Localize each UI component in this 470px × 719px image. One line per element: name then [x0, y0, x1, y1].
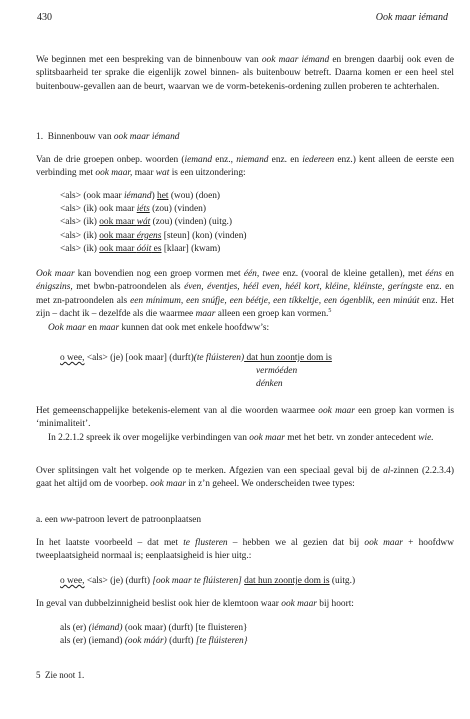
section-1-heading: 1. Binnenbouw van ook maar iémand — [36, 132, 180, 142]
paragraph-reference: In 2.2.1.2 spreek ik over mogelijke verbindingen van ook maar met het betr. vn zonder antecedent wie. — [48, 432, 434, 443]
example-line: <als> (ik) ook maar érgens [steun] (kon) (vinden) — [60, 230, 247, 241]
example-3: o wee, <als> (je) (durft) [ook maar te flúisteren] dat hun zoontje dom is (uitg.) — [60, 576, 356, 586]
paragraph-intro: We beginnen met een bespreking van de binnenbouw van ook maar iémand en brengen daarbij ook even de splitsbaarheid ter sprake die eigenlijk zowel binnen- als buitenbouw betreft. Daarna komen er een heel stel buitenbouw-gevallen aan de beurt, waarvan we de vorm-betekenis-ordening zullen proberen te achterhalen. — [36, 55, 455, 92]
example-2: o wee, <als> (je) [ook maar] (durft)(te flúisteren) dat hun zoontje dom is vermóéden dénken — [36, 352, 470, 392]
example-line: <als> (ik) ook maar óóit es [klaar] (kwam) — [60, 243, 221, 254]
footnote-ref: 5 — [328, 308, 332, 315]
example-list-4 — [36, 622, 470, 648]
paragraph-ambiguity: In geval van dubbelzinnigheid beslist ook hier de klemtoon waar ook maar bij hoort: — [36, 599, 354, 609]
example-line: <als> (ook maar iémand) het (wou) (doen) — [60, 191, 221, 201]
section-number: 1. — [36, 132, 44, 142]
paragraph-numbers: Ook maar kan bovendien nog een groep vormen met één, twee enz. (vooral de kleine getallen), met ééns en énigszins, met bwbn-patroondelen als éven, éventjes, héél even, héél kort, kléine, kléinste, geríngste enz. en met zn-patroondelen als een mínimum, een snúfje, een béétje, een tíkkeltje, een ógenblik, een minúút enz. Het zijn – dacht ik – dezelfde als die waarmee maar alleen een groep kan vormen.$^5$ Ook maar en maar kunnen dat ook met enkele hoofdww’s: — [36, 268, 454, 335]
footnote-text: Zie noot 1. — [45, 670, 85, 680]
example-line: <als> (ik) ook maar iéts (zou) (vinden) — [60, 204, 206, 215]
example-line: als (er) (iemand) (ook máár) (durft) [te flúisteren} — [60, 636, 248, 647]
paragraph-verbs: Ook maar en maar kunnen dat ook met enkele hoofdww’s: — [48, 322, 270, 333]
example-line: als (er) (iémand) (ook maar) (durft) [te fluisteren} — [60, 623, 248, 633]
alternative-verb: vermóéden — [256, 366, 298, 377]
subsection-a-heading: a. een ww-patroon levert de patroonplaatsen — [36, 515, 202, 525]
footnote-number: 5 — [36, 670, 41, 680]
page-number: 430 — [37, 12, 52, 23]
paragraph-minimality: Het gemeenschappelijke betekenis-element van al die woorden waarmee ook maar een groep kan vormen is ‘minimaliteit’. In 2.2.1.2 spreek ik over mogelijke verbindingen van ook maar met het betr. vn zonder antecedent wie. — [36, 405, 454, 445]
paragraph-splitsingen: Over splitsingen valt het volgende op te merken. Afgezien van een speciaal geval bij de al-zinnen (2.2.3.4) gaat het altijd om de voorbep. ook maar in z’n geheel. We onderscheiden twee types: — [36, 466, 454, 490]
intro-block — [36, 54, 454, 94]
example-list-1 — [36, 190, 470, 256]
running-head: Ook maar iémand — [375, 12, 448, 23]
paragraph-groups: Van de drie groepen onbep. woorden (iemand enz., niemand enz. en iedereen enz.) kent alleen de eerste een verbinding met ook maar, maar wat is een uitzondering: — [36, 155, 455, 179]
footnote — [36, 669, 454, 682]
alternative-verb: dénken — [256, 379, 283, 390]
example-line: <als> (ik) ook maar wát (zou) (vinden) (uitg.) — [60, 217, 233, 228]
paragraph-twoplace: In het laatste voorbeeld – dat met te flusteren – hebben we al gezien dat bij ook maar + hoofdww tweeplaatsigheid normaal is; eenplaatsigheid is hier uitg.: — [36, 538, 454, 562]
